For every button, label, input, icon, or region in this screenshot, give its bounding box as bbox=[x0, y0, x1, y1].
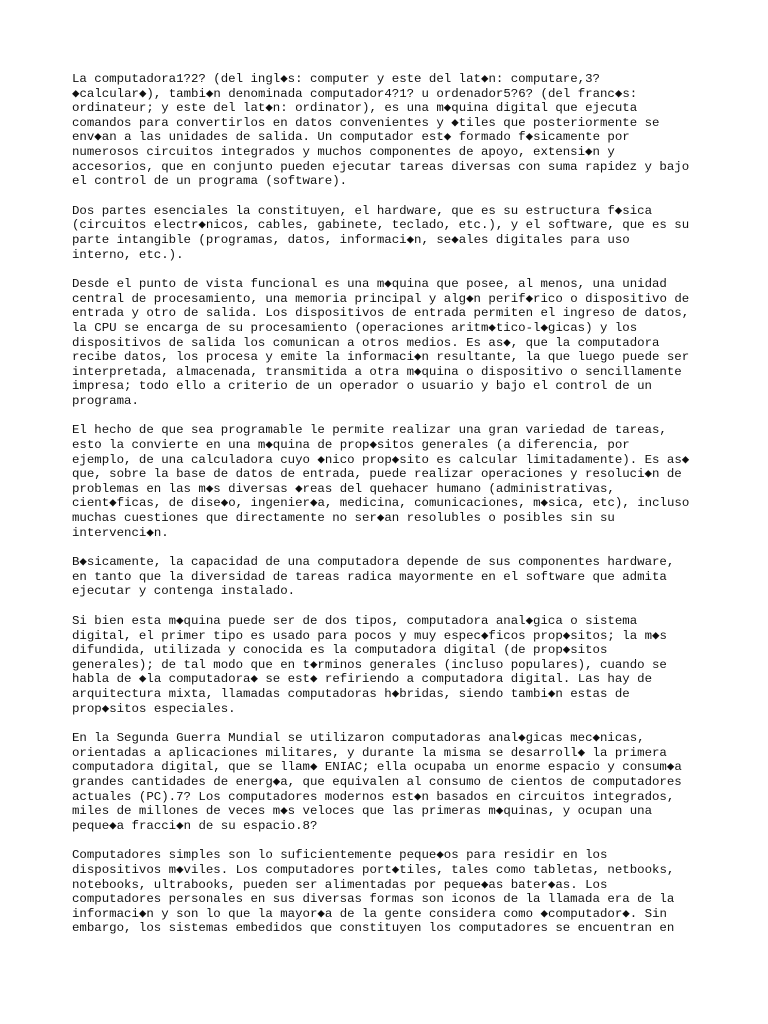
paragraph-capacity: B◆sicamente, la capacidad de una computadora depende de sus componentes hardware, en tanto que la diversidad de tareas radica mayormente en el software que admita ejecutar y contenga instalado. bbox=[72, 555, 675, 599]
paragraph-programmable: El hecho de que sea programable le permite realizar una gran variedad de tareas, esto la convierte en una m◆quina de prop◆sitos generales (a diferencia, por ejemplo, de una calculadora cuyo ◆nico prop◆sito es calcular limitadamente). Es as◆ que, sobre la base de datos de entrada, puede realizar operaciones y resoluci◆n de problemas en las m◆s diversas ◆reas del quehacer humano (administrativas, cient◆ficas, de dise◆o, ingenier◆a, medicina, comunicaciones, m◆sica, etc), incluso muchas cuestiones que directamente no ser◆an resolubles o posibles sin su intervenci◆n. bbox=[72, 423, 690, 540]
paragraph-intro: La computadora1?2? (del ingl◆s: computer y este del lat◆n: computare,3? ◆calcular◆), tambi◆n denominada computador4?1? u ordenador5?6? (del franc◆s: ordinateur; y este del lat◆n: ordinator), es una m◆quina digital que ejecuta comandos para convertirlos en datos convenientes y ◆tiles que posteriormente se env◆an a las unidades de salida. Un computador est◆ formado f◆sicamente por numerosos circuitos integrados y muchos componentes de apoyo, extensi◆n y accesorios, que en conjunto pueden ejecutar tareas diversas con suma rapidez y bajo el control de un programa (software). bbox=[72, 72, 690, 189]
paragraph-simple-computers: Computadores simples son lo suficientemente peque◆os para residir en los dispositivos m◆viles. Los computadores port◆tiles, tales como tabletas, netbooks, notebooks, ultrabooks, pueden ser alimentadas por peque◆as bater◆as. Los computadores personales en sus diversas formas son iconos de la llamada era de la informaci◆n y son lo que la mayor◆a de la gente considera como ◆computador◆. Sin embargo, los sistemas embedidos que constituyen los computadores se encuentran en bbox=[72, 848, 675, 936]
paragraph-functional-view: Desde el punto de vista funcional es una m◆quina que posee, al menos, una unidad central de procesamiento, una memoria principal y alg◆n perif◆rico o dispositivo de entrada y otro de salida. Los dispositivos de entrada permiten el ingreso de datos, la CPU se encarga de su procesamiento (operaciones aritm◆tico-l◆gicas) y los dispositivos de salida los comunican a otros medios. Es as◆, que la computadora recibe datos, los procesa y emite la informaci◆n resultante, la que luego puede ser interpretada, almacenada, transmitida a otra m◆quina o dispositivo o sencillamente impresa; todo ello a criterio de un operador o usuario y bajo el control de un programa. bbox=[72, 277, 690, 408]
paragraph-history: En la Segunda Guerra Mundial se utilizaron computadoras anal◆gicas mec◆nicas, orientadas a aplicaciones militares, y durante la misma se desarroll◆ la primera computadora digital, que se llam◆ ENIAC; ella ocupaba un enorme espacio y consum◆a grandes cantidades de energ◆a, que equivalen al consumo de cientos de computadores actuales (PC).7? Los computadores modernos est◆n basados en circuitos integrados, miles de millones de veces m◆s veloces que las primeras m◆quinas, y ocupan una peque◆a fracci◆n de su espacio.8? bbox=[72, 731, 682, 833]
paragraph-types: Si bien esta m◆quina puede ser de dos tipos, computadora anal◆gica o sistema digital, el primer tipo es usado para pocos y muy espec◆ficos prop◆sitos; la m◆s difundida, utilizada y conocida es la computadora digital (de prop◆sitos generales); de tal modo que en t◆rminos generales (incluso populares), cuando se habla de ◆la computadora◆ se est◆ refiriendo a computadora digital. Las hay de arquitectura mixta, llamadas computadoras h◆bridas, siendo tambi◆n estas de prop◆sitos especiales. bbox=[72, 614, 667, 716]
paragraph-hardware-software: Dos partes esenciales la constituyen, el hardware, que es su estructura f◆sica (circuitos electr◆nicos, cables, gabinete, teclado, etc.), y el software, que es su parte intangible (programas, datos, informaci◆n, se◆ales digitales para uso interno, etc.). bbox=[72, 203, 690, 262]
document-page bbox=[72, 72, 702, 951]
